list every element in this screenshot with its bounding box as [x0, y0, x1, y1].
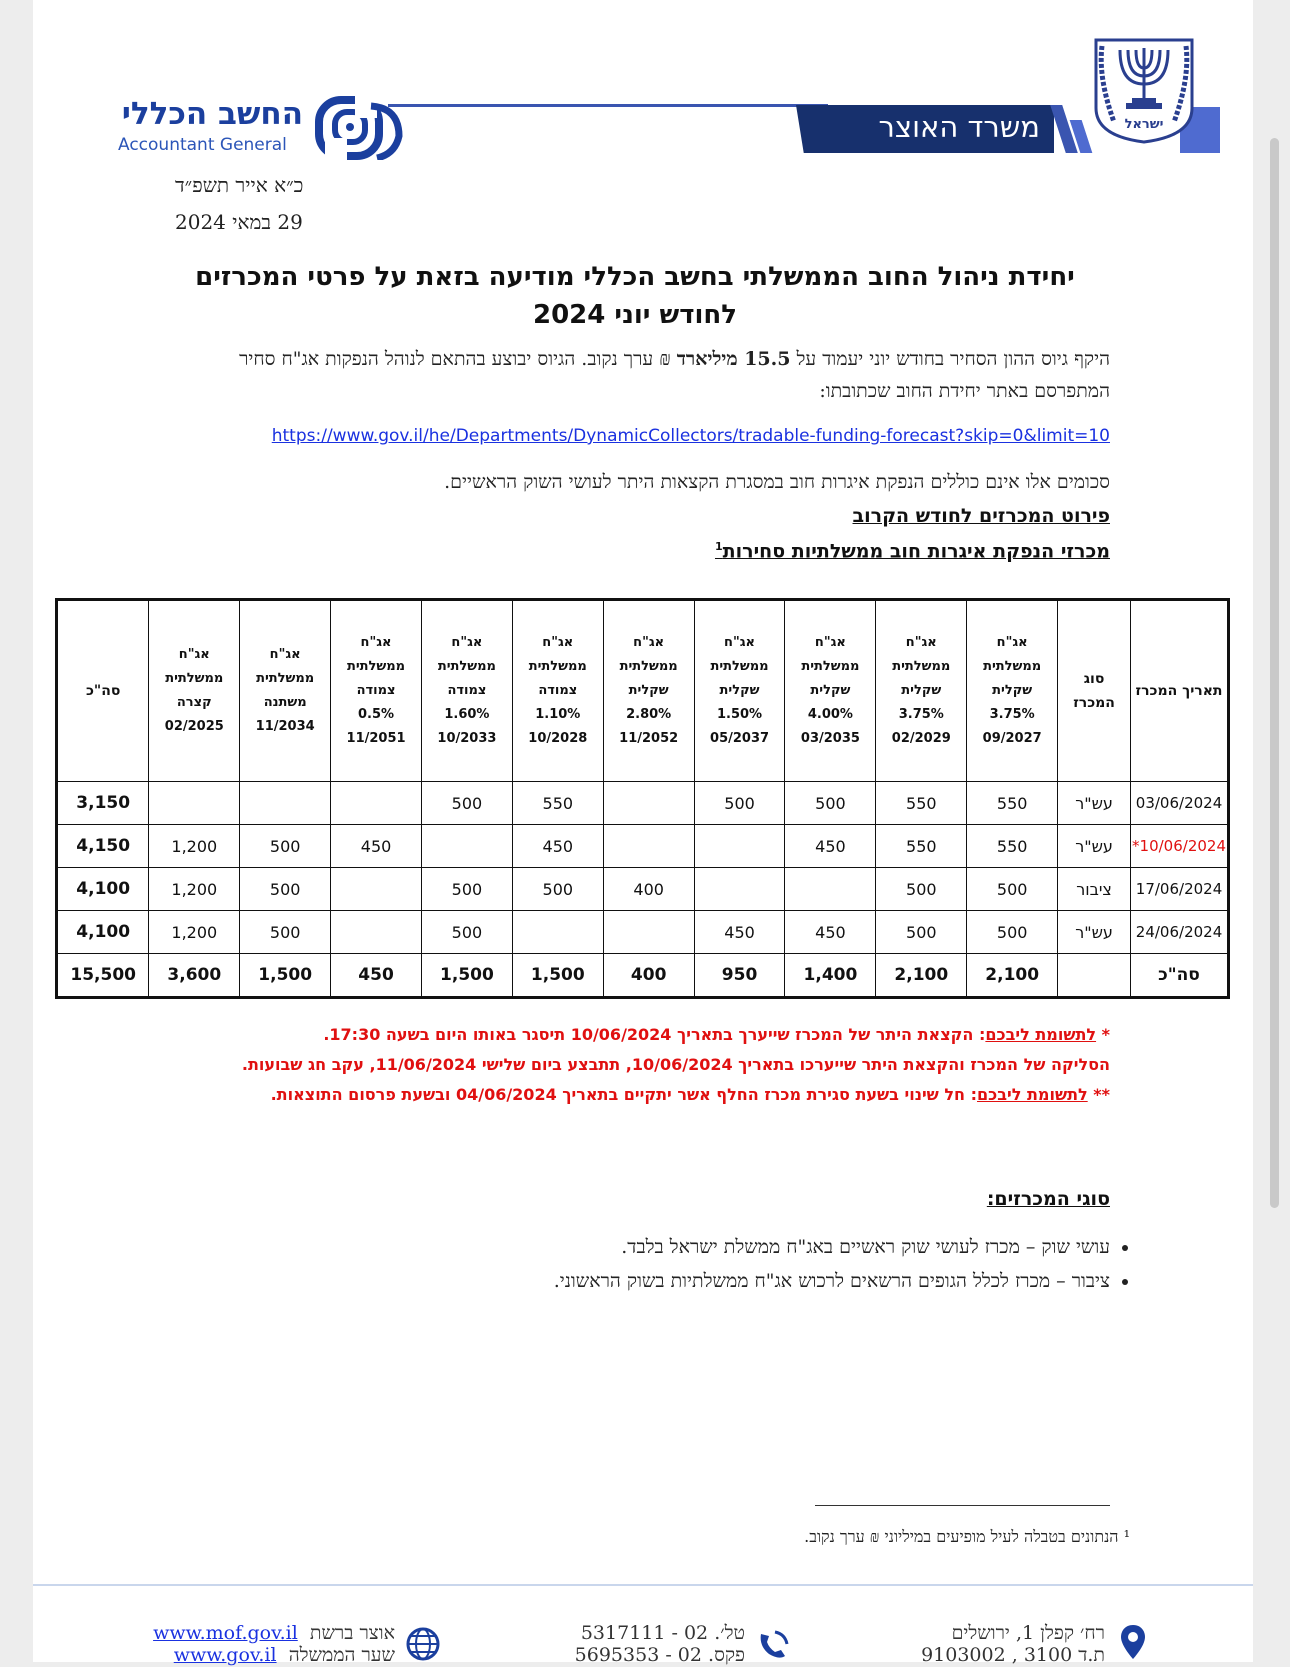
amount-cell: 550 — [876, 825, 967, 868]
column-header: אג"ח ממשלתית צמודה 1.60% 10/2033 — [421, 600, 512, 782]
totals-row — [57, 954, 1229, 998]
amount-cell: 500 — [694, 782, 785, 825]
column-total-cell: 400 — [603, 954, 694, 998]
column-header: תאריך המכרז — [1131, 600, 1229, 782]
column-header: אג"ח ממשלתית צמודה 0.5% 11/2051 — [331, 600, 422, 782]
emblem-caption: ישראל — [1124, 117, 1164, 132]
footer-fax: פקס. 02 - 5695353 — [574, 1644, 745, 1666]
accountant-general-hebrew: החשב הכללי — [121, 96, 303, 132]
auction-date-cell: 17/06/2024 — [1131, 868, 1229, 911]
table-row — [57, 868, 1229, 911]
auction-type-cell: ציבור — [1058, 868, 1131, 911]
amount-cell — [331, 911, 422, 954]
column-total-cell: 1,500 — [512, 954, 603, 998]
gov-website-link[interactable]: www.gov.il — [173, 1644, 277, 1666]
amount-cell: 450 — [331, 825, 422, 868]
column-header: אג"ח ממשלתית שקלית 3.75% 09/2027 — [967, 600, 1058, 782]
amount-cell: 550 — [967, 825, 1058, 868]
list-item: • ציבור – מכרז לכלל הגופים הרשאים לרכוש אג"ח ממשלתיות בשוק הראשוני. — [170, 1264, 1110, 1298]
phone-icon — [755, 1626, 791, 1662]
amount-cell: 450 — [512, 825, 603, 868]
row-total-cell: 4,100 — [57, 868, 149, 911]
column-header: סה"כ — [57, 600, 149, 782]
footer-po-box: ת.ד 3100 , 9103002 — [921, 1644, 1105, 1666]
list-item: • עושי שוק – מכרז לעושי שוק ראשיים באג"ח ממשלת ישראל בלבד. — [170, 1230, 1110, 1264]
amount-cell — [603, 782, 694, 825]
funding-forecast-link[interactable]: https://www.gov.il/he/Departments/DynamicCollectors/tradable-funding-forecast?skip=0&limit=10 — [271, 426, 1110, 446]
amount-cell — [149, 782, 240, 825]
amount-cell: 450 — [785, 911, 876, 954]
intro-paragraph: היקף גיוס ההון הסחיר בחודש יוני יעמוד על 15.5 מיליארד ₪ ערך נקוב. הגיוס יבוצע בהתאם לנוהל הנפקות אג"ח סחיר המתפרסם באתר יחידת החוב שכתובתו: — [239, 348, 1110, 402]
amount-cell: 500 — [512, 868, 603, 911]
amount-cell — [512, 911, 603, 954]
footnote: ¹ הנתונים בטבלה לעיל מופיעים במיליוני ₪ ערך נקוב. — [804, 1527, 1130, 1546]
vertical-scrollbar[interactable] — [1270, 138, 1279, 1208]
amount-cell: 500 — [785, 782, 876, 825]
amount-cell: 500 — [421, 868, 512, 911]
auctions-table — [55, 598, 1230, 999]
amount-cell: 500 — [240, 868, 331, 911]
column-header: סוג המכרז — [1058, 600, 1131, 782]
column-total-cell — [1058, 954, 1131, 998]
amount-cell: 550 — [512, 782, 603, 825]
note-1-settlement: הסליקה של המכרז והקצאת היתר שייערכו בתאריך 10/06/2024, תתבצע ביום שלישי 11/06/2024, עקב חג שבועות. — [241, 1055, 1110, 1074]
amount-cell: 500 — [876, 911, 967, 954]
table-row — [57, 911, 1229, 954]
column-total-cell: 1,500 — [421, 954, 512, 998]
table-heading: מכרזי הנפקת איגרות חוב ממשלתיות סחירות$^1$ — [714, 540, 1110, 563]
row-total-cell: 4,100 — [57, 911, 149, 954]
footer-address: רח׳ קפלן 1, ירושלים — [951, 1622, 1105, 1644]
amount-cell: 500 — [240, 911, 331, 954]
row-total-cell: 3,150 — [57, 782, 149, 825]
amount-cell — [240, 782, 331, 825]
column-header: אג"ח ממשלתית שקלית 2.80% 11/2052 — [603, 600, 694, 782]
header-rule — [388, 104, 828, 107]
amount-cell: 450 — [694, 911, 785, 954]
auction-types-list — [170, 1230, 1142, 1298]
column-header: אג"ח ממשלתית שקלית 3.75% 02/2029 — [876, 600, 967, 782]
column-total-cell: סה"כ — [1131, 954, 1229, 998]
row-total-cell: 4,150 — [57, 825, 149, 868]
table-body — [57, 782, 1229, 998]
table-row — [57, 782, 1229, 825]
mof-website-link[interactable]: www.mof.gov.il — [153, 1622, 298, 1644]
column-header: אג"ח ממשלתית קצרה 02/2025 — [149, 600, 240, 782]
accountant-general-english: Accountant General — [118, 135, 287, 155]
amount-cell: 500 — [421, 911, 512, 954]
auction-type-cell: עש"ר — [1058, 825, 1131, 868]
column-total-cell: 1,400 — [785, 954, 876, 998]
column-header: אג"ח ממשלתית צמודה 1.10% 10/2028 — [512, 600, 603, 782]
amount-cell: 500 — [967, 868, 1058, 911]
amount-cell — [603, 825, 694, 868]
amount-cell — [694, 868, 785, 911]
column-total-cell: 3,600 — [149, 954, 240, 998]
amount-cell: 400 — [603, 868, 694, 911]
ministry-name: משרד האוצר — [878, 110, 1040, 144]
location-pin-icon — [1120, 1624, 1146, 1660]
amount-cell — [785, 868, 876, 911]
amount-cell — [421, 825, 512, 868]
amount-cell: 1,200 — [149, 825, 240, 868]
amount-cell — [331, 868, 422, 911]
footer-web-mof: אוצר ברשת www.mof.gov.il — [153, 1622, 395, 1644]
auction-type-cell: עש"ר — [1058, 782, 1131, 825]
column-header: אג"ח ממשלתית שקלית 4.00% 03/2035 — [785, 600, 876, 782]
globe-icon — [405, 1626, 441, 1662]
state-emblem-icon — [1092, 38, 1196, 144]
gregorian-date: 29 במאי 2024 — [175, 210, 303, 234]
auction-types-heading: סוגי המכרזים: — [986, 1188, 1110, 1210]
amount-cell — [603, 911, 694, 954]
amount-cell: 1,200 — [149, 868, 240, 911]
column-total-cell: 15,500 — [57, 954, 149, 998]
footer-web-gov: שער הממשלה www.gov.il — [173, 1644, 395, 1666]
footnote-marker: 1 — [714, 540, 723, 553]
amount-cell: 500 — [876, 868, 967, 911]
amount-cell: 500 — [240, 825, 331, 868]
document-title: יחידת ניהול החוב הממשלתי בחשב הכללי מודיעה בזאת על פרטי המכרזים לחודש יוני 2024 — [195, 262, 1075, 330]
column-total-cell: 1,500 — [240, 954, 331, 998]
amount-cell: 1,200 — [149, 911, 240, 954]
hebrew-date: כ״א אייר תשפ״ד — [175, 173, 304, 197]
amount-cell — [331, 782, 422, 825]
attention-notes — [170, 1020, 1110, 1110]
intro-amount: 15.5 מיליארד — [676, 348, 791, 370]
sums-note: סכומים אלו אינם כוללים הנפקת איגרות חוב במסגרת הקצאות היתר לעושי השוק הראשיים. — [444, 471, 1110, 493]
auction-date-cell: 24/06/2024 — [1131, 911, 1229, 954]
amount-cell: 500 — [967, 911, 1058, 954]
footnote-rule — [815, 1505, 1110, 1506]
table-row — [57, 825, 1229, 868]
note-2: ** לתשומת ליבכם: חל שינוי בשעת סגירת מכרז החלף אשר יתקיים בתאריך 04/06/2024 ובשעת פרסום התוצאות. — [270, 1085, 1110, 1104]
column-total-cell: 950 — [694, 954, 785, 998]
column-total-cell: 2,100 — [876, 954, 967, 998]
auction-date-cell: 03/06/2024 — [1131, 782, 1229, 825]
amount-cell: 450 — [785, 825, 876, 868]
footer-rule — [33, 1584, 1253, 1586]
column-header: אג"ח ממשלתית שקלית 1.50% 05/2037 — [694, 600, 785, 782]
column-total-cell: 2,100 — [967, 954, 1058, 998]
auction-type-cell: עש"ר — [1058, 911, 1131, 954]
footer-phone: טל׳. 02 - 5317111 — [580, 1622, 745, 1644]
column-total-cell: 450 — [331, 954, 422, 998]
auction-date-cell: 10/06/2024* — [1131, 825, 1229, 868]
amount-cell: 500 — [421, 782, 512, 825]
table-header-row — [57, 600, 1229, 782]
note-1: * לתשומת ליבכם: הקצאת היתר של המכרז שייערך בתאריך 10/06/2024 תיסגר באותו היום בשעה 17:30. — [323, 1025, 1110, 1044]
amount-cell — [694, 825, 785, 868]
amount-cell: 550 — [876, 782, 967, 825]
amount-cell: 550 — [967, 782, 1058, 825]
accountant-general-logo-icon — [315, 96, 405, 160]
section-heading: פירוט המכרזים לחודש הקרוב — [852, 505, 1110, 527]
column-header: אג"ח ממשלתית משתנה 11/2034 — [240, 600, 331, 782]
